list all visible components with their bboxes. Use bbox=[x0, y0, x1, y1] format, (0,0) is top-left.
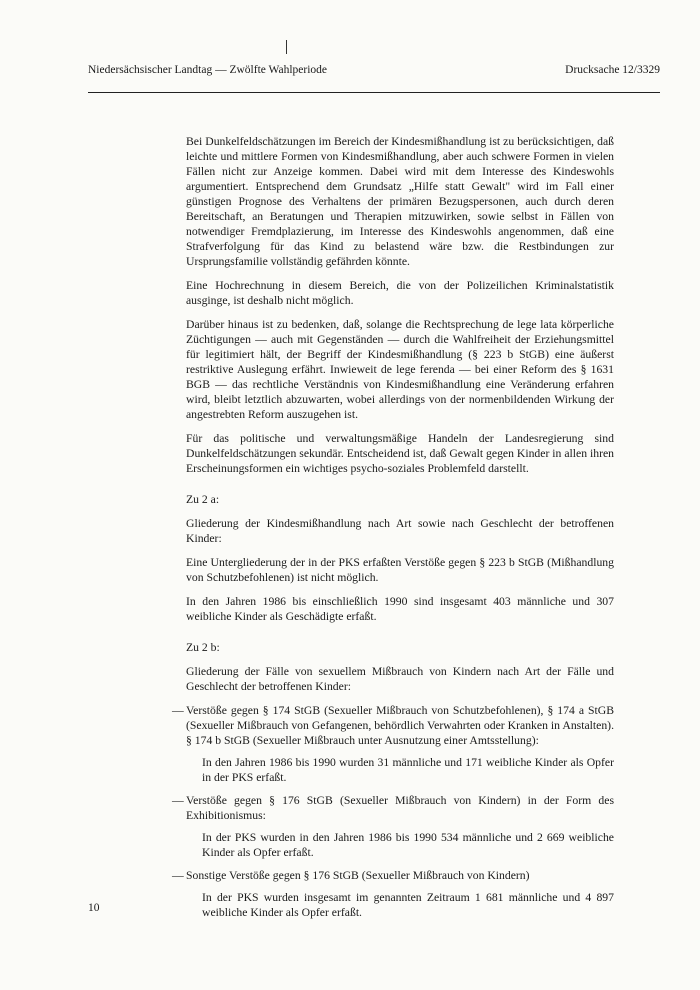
page-number: 10 bbox=[88, 902, 100, 914]
document-body bbox=[172, 134, 614, 928]
section-2a-paragraph-1: Eine Untergliederung der in der PKS erfaßten Verstöße gegen § 223 b StGB (Mißhandlung von Schutzbefohlenen) ist nicht möglich. bbox=[186, 556, 614, 584]
paragraph-landesregierung: Für das politische und verwaltungsmäßige Handeln der Landesregierung sind Dunkelfeldschätzungen sekundär. Entscheidend ist, daß Gewalt gegen Kinder in allen ihren Erscheinungsformen ein wichtiges psycho-soziales Problemfeld darstellt. bbox=[186, 432, 614, 475]
list-item bbox=[172, 793, 614, 823]
list-item-text: Verstöße gegen § 176 StGB (Sexueller Mißbrauch von Kindern) in der Form des Exhibitionismus: bbox=[186, 794, 614, 822]
paragraph-hochrechnung: Eine Hochrechnung in diesem Bereich, die von der Polizeilichen Kriminalstatistik ausginge, ist deshalb nicht möglich. bbox=[186, 279, 614, 307]
section-2a-intro: Gliederung der Kindesmißhandlung nach Art sowie nach Geschlecht der betroffenen Kinder: bbox=[186, 517, 614, 545]
dash-bullet: — bbox=[172, 794, 184, 807]
section-heading-2b: Zu 2 b: bbox=[186, 641, 220, 654]
list-item-detail: In der PKS wurden insgesamt im genannten Zeitraum 1 681 männliche und 4 897 weibliche Kinder als Opfer erfaßt. bbox=[202, 891, 614, 919]
section-2b-intro: Gliederung der Fälle von sexuellem Mißbrauch von Kindern nach Art der Fälle und Geschlecht der betroffenen Kinder: bbox=[186, 665, 614, 693]
page-header bbox=[88, 64, 660, 80]
scan-tick-mark bbox=[286, 40, 287, 54]
dash-bullet: — bbox=[172, 704, 184, 717]
paragraph-dunkelfeld: Bei Dunkelfeldschätzungen im Bereich der Kindesmißhandlung ist zu berücksichtigen, daß leichte und mittlere Formen von Kindesmißhandlung, aber auch schwere Formen in vielen Fällen nicht zur Anzeige kommen. Dabei wird mit dem Interesse des Kindeswohls argumentiert. Entsprechend dem Grundsatz „Hilfe statt Gewalt" wird im Fall einer günstigen Prognose des Verhaltens der primären Bezugspersonen, auch durch deren Bereitschaft, an Beratungen und Therapien mitzuwirken, sowie selbst in Fällen von notwendiger Fremdplazierung, im Interesse des Kindeswohls angenommen, daß eine Strafverfolgung für das Kind zu belastend wäre bzw. die Restbindungen zur Ursprungsfamilie vollständig gefährden könnte. bbox=[186, 135, 614, 268]
list-item bbox=[172, 868, 614, 883]
section-heading-2a: Zu 2 a: bbox=[186, 493, 220, 506]
header-doc-reference: Drucksache 12/3329 bbox=[565, 64, 660, 76]
dash-bullet: — bbox=[172, 869, 184, 882]
paragraph-rechtsprechung: Darüber hinaus ist zu bedenken, daß, solange die Rechtsprechung de lege lata körperliche Züchtigungen — auch mit Gegenständen — durch die Wahlfreiheit der Erziehungsmittel für legitimiert hält, der Begriff der Kindesmißhandlung (§ 223 b StGB) eine äußerst restriktive Auslegung erfährt. Inwieweit de lege ferenda — bei einer Reform des § 1631 BGB — das rechtliche Verständnis von Kindesmißhandlung eine Veränderung erfahren wird, bleibt letztlich abzuwarten, wobei allerdings von der normenbildenden Wirkung der angestrebten Reform auszugehen ist. bbox=[186, 318, 614, 421]
list-item-text: Verstöße gegen § 174 StGB (Sexueller Mißbrauch von Schutzbefohlenen), § 174 a StGB (Sexueller Mißbrauch von Gefangenen, behördlich Verwahrten oder Kranken in Anstalten). § 174 b StGB (Sexueller Mißbrauch unter Ausnutzung einer Amtsstellung): bbox=[186, 704, 614, 747]
section-2a-paragraph-2: In den Jahren 1986 bis einschließlich 1990 sind insgesamt 403 männliche und 307 weibliche Kinder als Geschädigte erfaßt. bbox=[186, 595, 614, 623]
list-item bbox=[172, 703, 614, 748]
header-title: Niedersächsischer Landtag — Zwölfte Wahlperiode bbox=[88, 64, 327, 76]
list-item-text: Sonstige Verstöße gegen § 176 StGB (Sexueller Mißbrauch von Kindern) bbox=[186, 869, 530, 882]
list-item-detail: In den Jahren 1986 bis 1990 wurden 31 männliche und 171 weibliche Kinder als Opfer in der PKS erfaßt. bbox=[202, 756, 614, 784]
list-item-detail: In der PKS wurden in den Jahren 1986 bis 1990 534 männliche und 2 669 weibliche Kinder als Opfer erfaßt. bbox=[202, 831, 614, 859]
header-rule bbox=[88, 92, 660, 93]
